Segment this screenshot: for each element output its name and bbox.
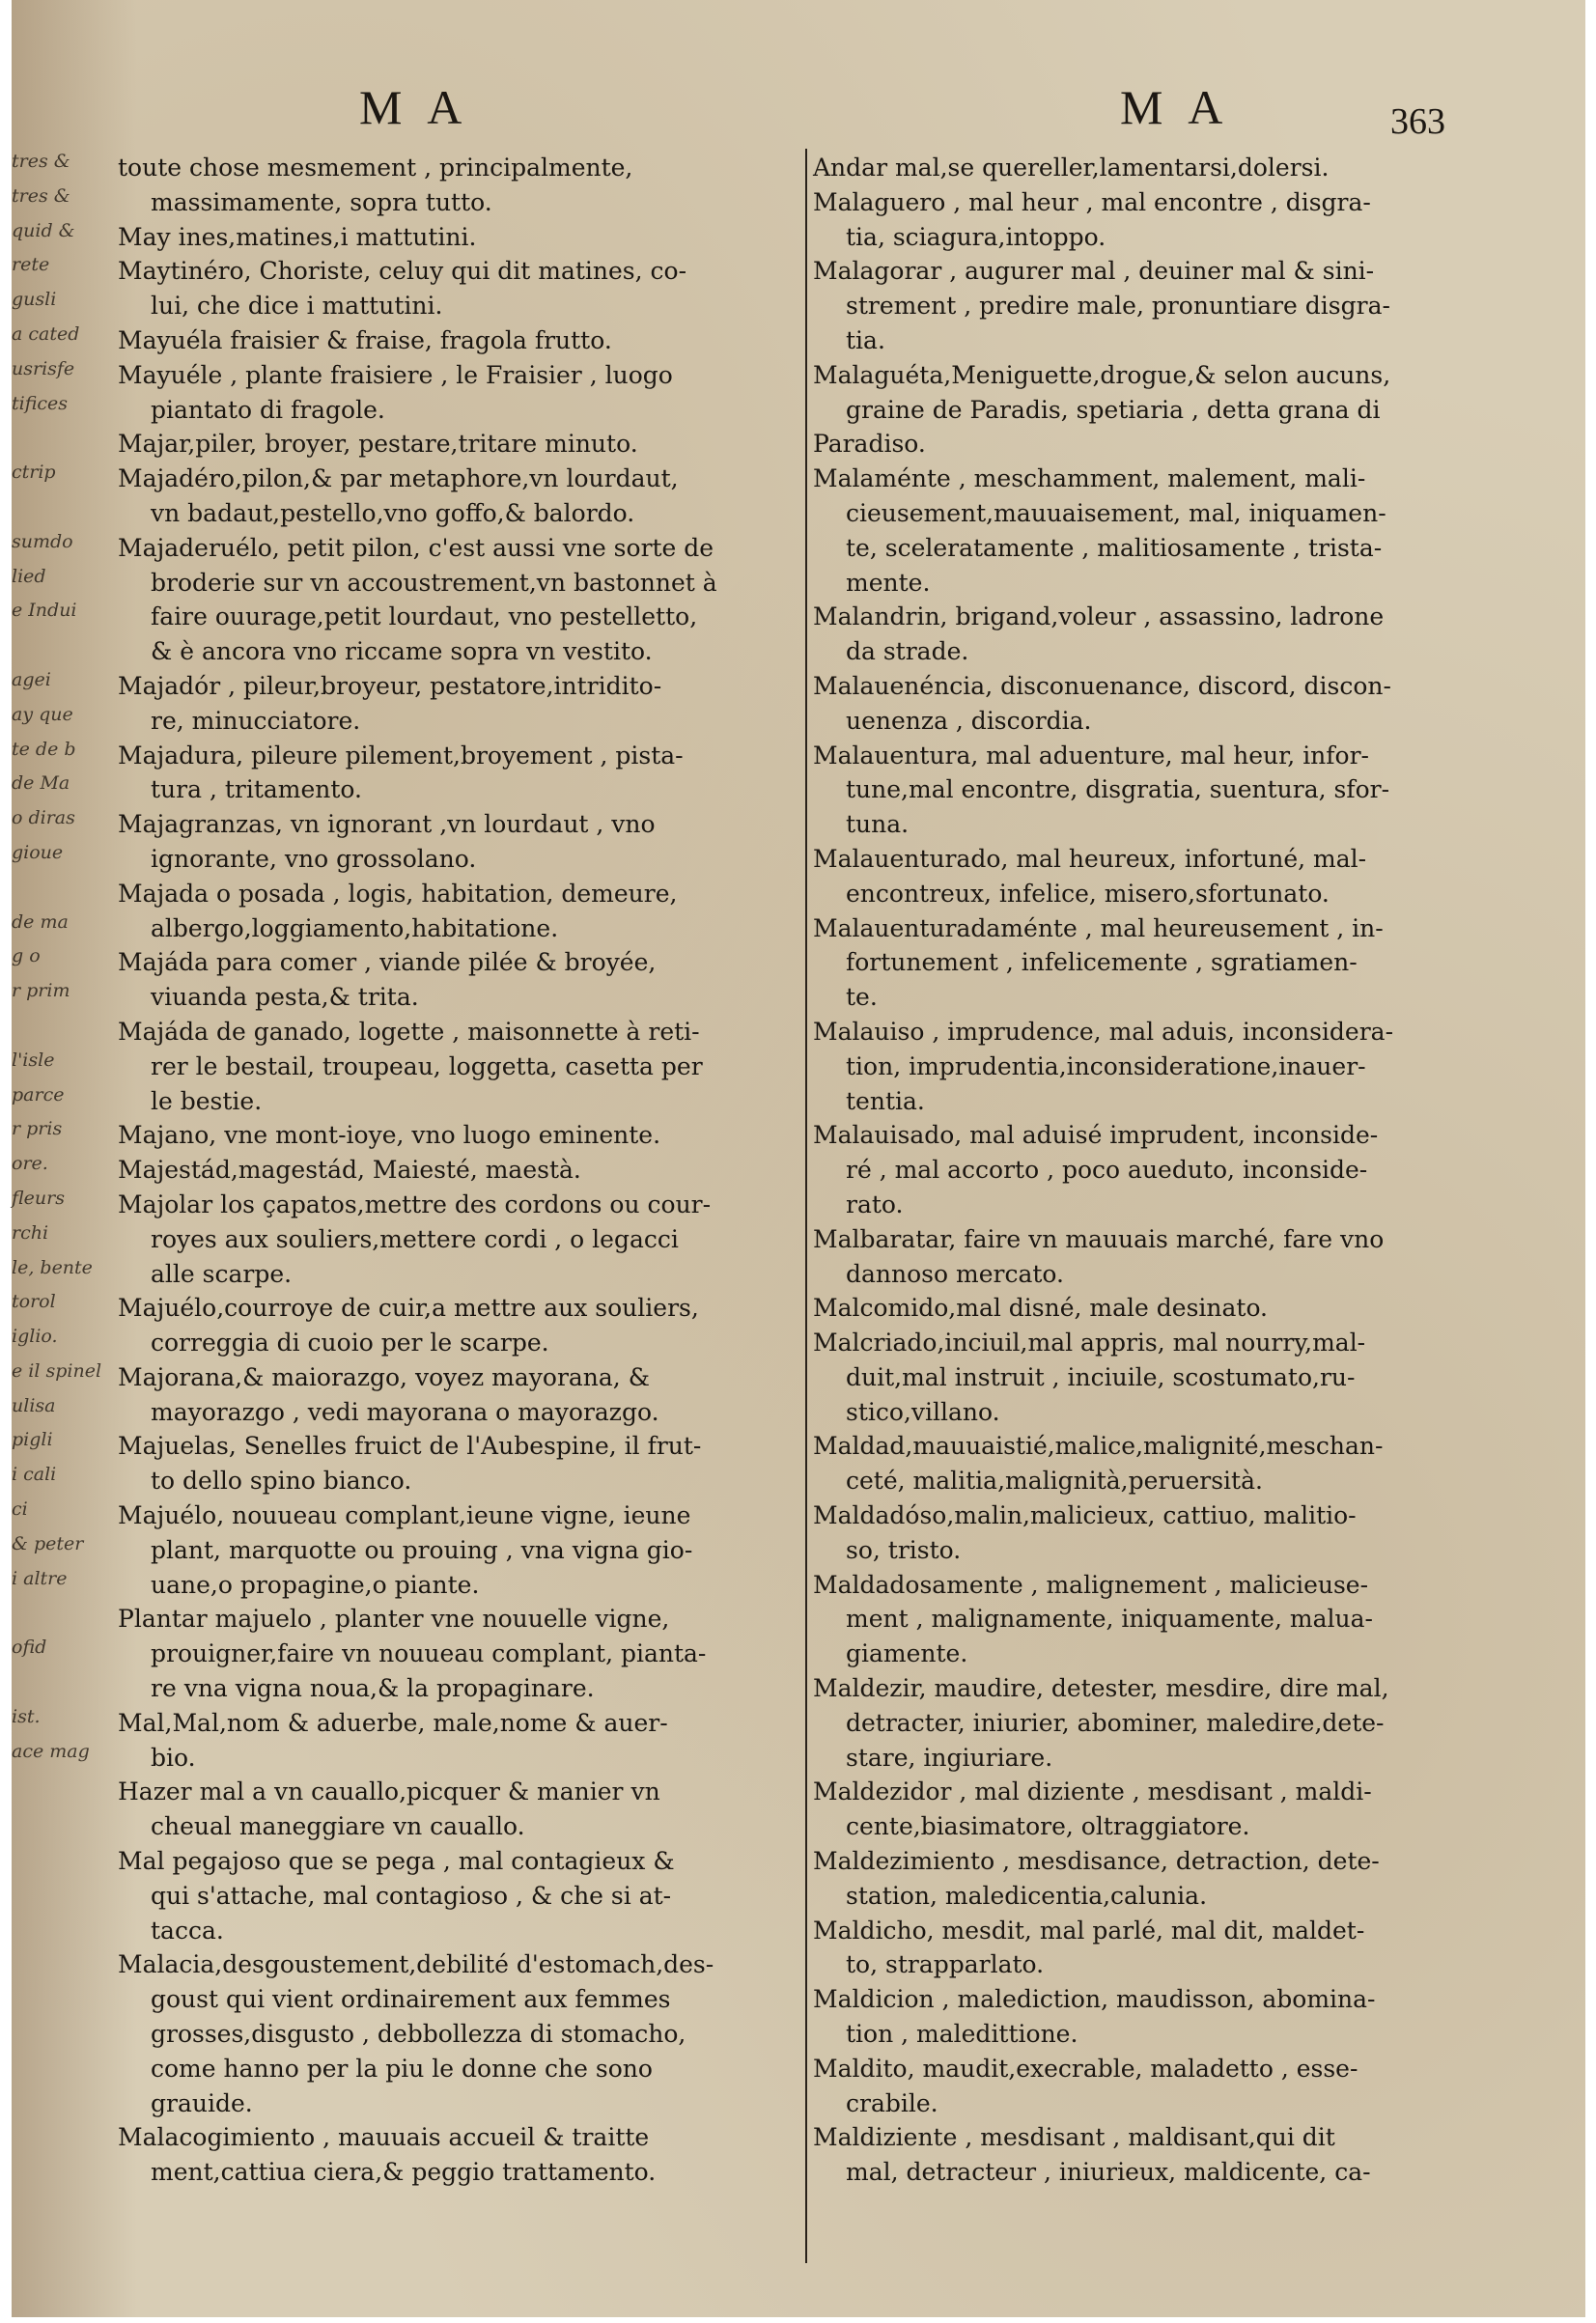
right-column-line: Malagorar , augurer mal , deuiner mal & sini- [813,257,1375,286]
right-column-line: te. [846,983,878,1012]
left-column-line: grosses,disgusto , debbollezza di stomacho, [151,2020,686,2049]
left-column-line: May ines,matines,i mattutini. [118,222,477,251]
left-column-line: faire ouurage,petit lourdaut, vno pestelletto, [151,602,698,631]
margin-fragment: i altre [12,1567,68,1589]
left-column-line: mayorazgo , vedi mayorana o mayorazgo. [151,1397,659,1426]
right-column-line: Maldadosamente , malignement , malicieuse- [813,1570,1369,1599]
margin-fragment [12,1665,75,1700]
margin-fragment: e Indui [12,600,77,622]
left-column-line: Majorana,& maiorazgo, voyez mayorana, & [118,1362,650,1391]
right-column-line: detracter, iniurier, abominer, maledire,dete- [846,1708,1385,1737]
left-column-line: goust qui vient ordinairement aux femmes [151,1985,671,2014]
margin-fragment: a cated [12,322,80,345]
left-column-line: Majadura, pileure pilement,broyement , pista- [118,741,684,770]
right-column-line: Malauiso , imprudence, mal aduis, inconsidera- [813,1017,1394,1046]
right-column-line: station, maledicentia,calunia. [846,1881,1208,1910]
margin-fragment: fleurs [12,1187,65,1209]
left-column [118,151,794,2190]
margin-fragment: ay que [12,703,73,725]
page-number: 363 [1390,101,1445,142]
right-column-line: stare, ingiuriare. [846,1743,1053,1772]
right-column [813,151,1474,2190]
left-column-line: qui s'attache, mal contagioso , & che si at- [151,1881,672,1910]
left-column-line: uane,o propagine,o piante. [151,1570,480,1599]
margin-fragment: ace mag [12,1740,90,1762]
right-column-line: Maldad,mauuaistié,malice,malignité,meschan- [813,1432,1384,1461]
right-column-line: so, tristo. [846,1535,962,1564]
left-column-line: to dello spino bianco. [151,1467,412,1496]
left-column-line: ment,cattiua ciera,& peggio trattamento. [151,2158,657,2187]
left-column-line: Majuelas, Senelles fruict de l'Aubespine, il frut- [118,1432,702,1461]
left-column-line: Mayuéla fraisier & fraise, fragola frutto. [118,325,612,354]
left-column-line: toute chose mesmement , principalmente, [118,154,633,182]
right-column-line: encontreux, infelice, misero,sfortunato. [846,879,1330,908]
left-column-line: Majadéro,pilon,& par metaphore,vn lourdaut, [118,464,679,493]
left-column-line: broderie sur vn accoustrement,vn bastonnet à [151,568,717,597]
right-column-line: da strade. [846,637,969,666]
right-column-line: ceté, malitia,malignità,peruersità. [846,1467,1263,1496]
right-column-line: Maldezimiento , mesdisance, detraction, dete- [813,1847,1380,1876]
left-column-line: cheual maneggiare vn cauallo. [151,1812,525,1841]
right-column-line: Malaguero , mal heur , mal encontre , disgra- [813,187,1371,216]
margin-fragment: parce [12,1083,65,1106]
left-column-line: albergo,loggiamento,habitatione. [151,913,559,942]
right-column-line: cieusement,mauuaisement, mal, iniquamen- [846,498,1386,527]
margin-fragment: g o [12,945,41,967]
margin-fragment: ctrip [12,462,56,484]
margin-fragment: quid & [12,219,75,241]
left-column-line: Malacia,desgoustement,debilité d'estomach,des- [118,1950,714,1979]
left-column-line: Majagranzas, vn ignorant ,vn lourdaut , vno [118,810,656,839]
left-column-line: viuanda pesta,& trita. [151,983,419,1012]
right-column-line: graine de Paradis, spetiaria , detta grana di [846,395,1381,424]
margin-fragment: o diras [12,807,75,829]
left-column-line: lui, che dice i mattutini. [151,292,443,321]
left-column-line: royes aux souliers,mettere cordi , o legacci [151,1224,679,1253]
margin-fragment: ist. [12,1705,41,1727]
right-column-line: Malaménte , meschamment, malement, mali- [813,464,1366,493]
left-column-line: Hazer mal a vn cauallo,picquer & manier vn [118,1777,660,1806]
right-column-line: Paradiso. [813,430,926,459]
left-column-line: Maytinéro, Choriste, celuy qui dit matines, co- [118,257,687,286]
column-divider [805,149,807,2263]
right-column-line: strement , predire male, pronuntiare disgra- [846,292,1390,321]
right-column-line: duit,mal instruit , inciuile, scostumato,ru- [846,1362,1356,1391]
left-column-line: rer le bestail, troupeau, loggetta, casetta per [151,1051,703,1080]
dictionary-page [12,0,1585,2317]
margin-fragment: agei [12,668,51,690]
left-column-line: grauide. [151,2088,253,2117]
right-column-line: Malauenéncia, disconuenance, discord, discon- [813,671,1391,700]
facing-page-margin [12,145,102,2298]
left-column-line: piantato di fragole. [151,395,385,424]
right-column-line: fortunement , infelicemente , sgratiamen- [846,948,1358,977]
margin-fragment [12,871,75,906]
margin-fragment: ulisa [12,1394,56,1416]
right-column-line: Maldicion , malediction, maudisson, abomina- [813,1985,1376,2014]
margin-fragment: r pris [12,1118,63,1140]
margin-fragment [12,1596,75,1631]
right-column-line: Maldadóso,malin,malicieux, cattiuo, malitio- [813,1501,1357,1530]
right-column-line: Maldito, maudit,execrable, maladetto , esse- [813,2054,1358,2083]
right-column-line: Malcriado,inciuil,mal appris, mal nourry,mal- [813,1329,1366,1357]
margin-fragment: tres & [12,184,70,207]
left-column-line: correggia di cuoio per le scarpe. [151,1329,549,1357]
left-column-line: Majar,piler, broyer, pestare,tritare minuto. [118,430,638,459]
margin-fragment: sumdo [12,530,73,552]
left-column-line: Majáda para comer , viande pilée & broyée, [118,948,657,977]
margin-fragment: r prim [12,980,70,1002]
margin-fragment [12,421,75,456]
margin-fragment: de Ma [12,772,70,795]
right-column-line: dannoso mercato. [846,1259,1064,1288]
left-column-line: Majestád,magestád, Maiesté, maestà. [118,1156,581,1185]
right-column-line: Malauisado, mal aduisé imprudent, inconside- [813,1121,1379,1150]
left-column-line: come hanno per la piu le donne che sono [151,2054,653,2083]
margin-fragment: rchi [12,1221,49,1244]
margin-fragment: ci [12,1498,28,1521]
margin-fragment: & peter [12,1532,84,1554]
right-column-line: mal, detracteur , iniurieux, maldicente, ca- [846,2158,1371,2187]
right-column-line: Malbaratar, faire vn mauuais marché, fare vno [813,1224,1385,1253]
margin-fragment: gusli [12,289,57,311]
margin-fragment [12,490,75,525]
right-column-line: te, sceleratamente , malitiosamente , trista- [846,533,1383,562]
left-column-line: Malacogimiento , mauuais accueil & traitte [118,2123,650,2152]
left-column-line: plant, marquotte ou prouing , vna vigna gio- [151,1535,693,1564]
left-column-line: tacca. [151,1916,224,1945]
right-column-line: ré , mal accorto , poco aueduto, inconside- [846,1156,1368,1185]
right-column-line: tia, sciagura,intoppo. [846,222,1106,251]
left-column-line: prouigner,faire vn nouueau complant, pianta- [151,1639,707,1668]
right-column-line: Malandrin, brigand,voleur , assassino, ladrone [813,602,1385,631]
margin-fragment: iglio. [12,1326,58,1348]
right-column-line: tuna. [846,810,910,839]
right-column-line: Maldiziente , mesdisant , maldisant,qui dit [813,2123,1335,2152]
margin-fragment: gioue [12,841,64,863]
margin-fragment: ofid [12,1637,47,1659]
right-column-line: tion , maledittione. [846,2020,1078,2049]
right-column-line: Andar mal,se quereller,lamentarsi,dolersi. [813,154,1330,182]
right-column-line: Maldicho, mesdit, mal parlé, mal dit, maldet- [813,1916,1365,1945]
margin-fragment: lied [12,565,46,587]
right-column-line: giamente. [846,1639,968,1668]
left-column-line: & è ancora vno riccame sopra vn vestito. [151,637,653,666]
margin-fragment: usrisfe [12,357,75,379]
right-column-line: cente,biasimatore, oltraggiatore. [846,1812,1250,1841]
left-column-line: re vna vigna noua,& la propaginare. [151,1674,595,1703]
left-column-line: Majáda de ganado, logette , maisonnette à reti- [118,1017,700,1046]
margin-fragment: l'isle [12,1049,55,1071]
left-column-line: Majano, vne mont-ioye, vno luogo eminente. [118,1121,661,1150]
left-column-line: Majaderuélo, petit pilon, c'est aussi vne sorte de [118,533,714,562]
margin-fragment: torol [12,1291,56,1313]
left-column-line: Mal,Mal,nom & aduerbe, male,nome & auer- [118,1708,668,1737]
right-column-line: tion, imprudentia,inconsideratione,inauer- [846,1051,1366,1080]
margin-fragment: de ma [12,910,69,933]
margin-fragment: tifices [12,392,69,414]
right-column-line: crabile. [846,2088,938,2117]
margin-fragment: i cali [12,1464,57,1486]
margin-fragment: tres & [12,151,70,172]
margin-fragment: te de b [12,738,76,760]
right-column-line: Malauentura, mal aduenture, mal heur, infor- [813,741,1369,770]
margin-fragment: ore. [12,1153,48,1175]
left-column-line: Mayuéle , plante fraisiere , le Fraisier , luogo [118,360,673,389]
margin-fragment [12,629,75,663]
margin-fragment: rete [12,254,50,276]
margin-fragment: e il spinel [12,1359,102,1382]
right-column-line: rato. [846,1189,904,1218]
left-column-line: Majuélo, nouueau complant,ieune vigne, ieune [118,1501,691,1530]
right-column-line: uenenza , discordia. [846,706,1092,735]
right-column-line: to, strapparlato. [846,1950,1045,1979]
left-column-line: le bestie. [151,1086,263,1115]
left-column-line: bio. [151,1743,196,1772]
left-column-line: vn badaut,pestello,vno goffo,& balordo. [151,498,635,527]
left-column-line: Majuélo,courroye de cuir,a mettre aux souliers, [118,1294,699,1323]
margin-fragment: le, bente [12,1256,93,1278]
left-column-line: Plantar majuelo , planter vne nouuelle vigne, [118,1605,670,1634]
right-column-line: tentia. [846,1086,925,1115]
right-column-line: Malauenturadaménte , mal heureusement , in- [813,913,1384,942]
right-column-line: Maldezidor , mal diziente , mesdisant , maldi- [813,1777,1372,1806]
left-column-line: re, minucciatore. [151,706,361,735]
left-column-line: massimamente, sopra tutto. [151,187,492,216]
right-column-line: ment , malignamente, iniquamente, malua- [846,1605,1373,1634]
right-column-line: mente. [846,568,931,597]
margin-fragment [12,1009,75,1044]
left-column-line: ignorante, vno grossolano. [151,844,477,873]
left-column-line: Majada o posada , logis, habitation, demeure, [118,879,678,908]
right-column-line: tune,mal encontre, disgratia, suentura, sfor- [846,775,1390,804]
right-column-line: tia. [846,325,885,354]
right-column-line: Maldezir, maudire, detester, mesdire, dire mal, [813,1674,1389,1703]
left-column-line: Mal pegajoso que se pega , mal contagieux & [118,1847,675,1876]
right-column-line: stico,villano. [846,1397,1000,1426]
margin-fragment: pigli [12,1429,53,1451]
left-column-line: Majolar los çapatos,mettre des cordons ou cour- [118,1189,712,1218]
left-column-line: alle scarpe. [151,1259,293,1288]
running-head-left: M A [359,80,470,134]
left-column-line: tura , tritamento. [151,775,362,804]
left-column-line: Majadór , pileur,broyeur, pestatore,intridito- [118,671,662,700]
right-column-line: Malauenturado, mal heureux, infortuné, mal- [813,844,1367,873]
running-head-right: M A [1120,80,1231,134]
right-column-line: Malcomido,mal disné, male desinato. [813,1294,1269,1323]
right-column-line: Malaguéta,Meniguette,drogue,& selon aucuns, [813,360,1391,389]
